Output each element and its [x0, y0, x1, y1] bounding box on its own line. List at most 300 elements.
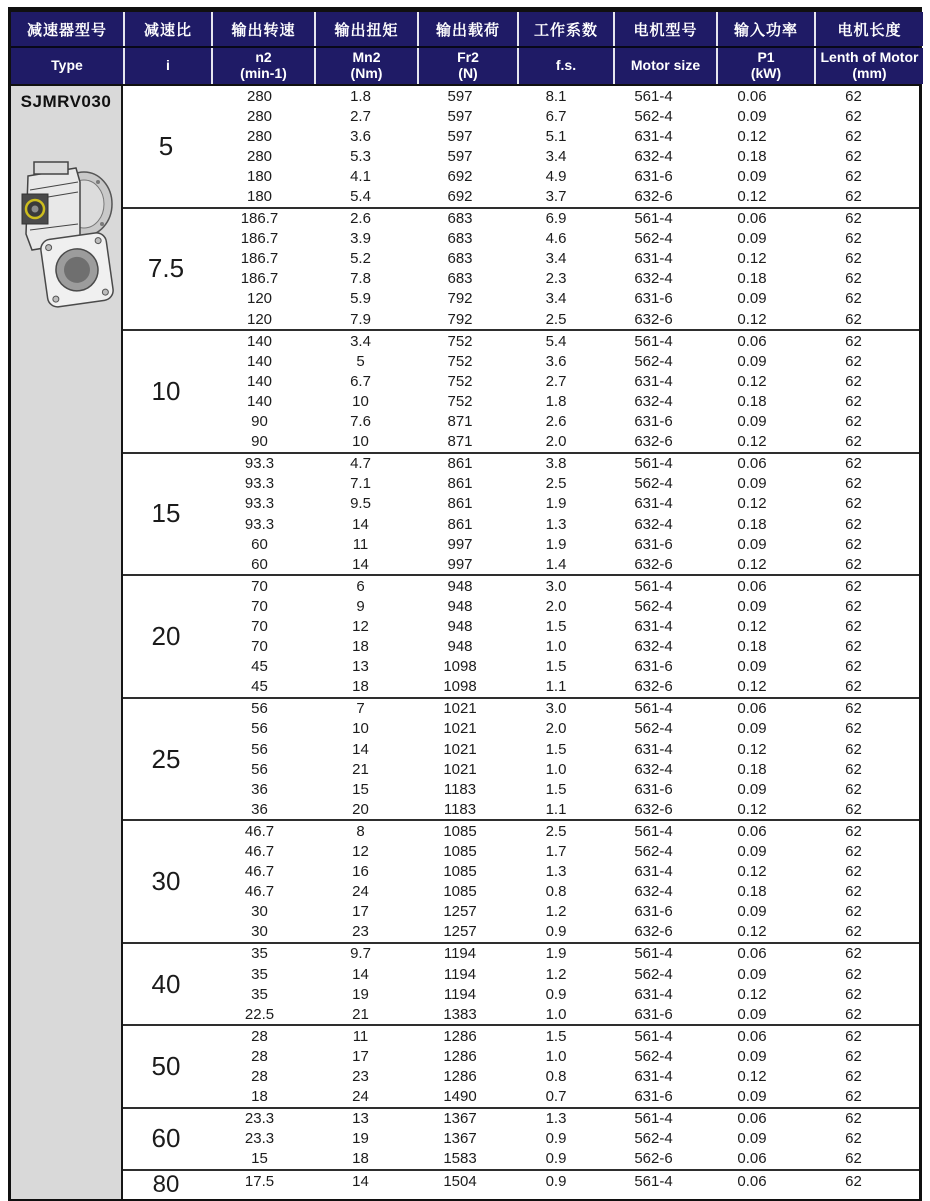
table-cell: 632-6	[634, 555, 673, 573]
table-cell: 0.09	[737, 1005, 767, 1023]
table-cell: 280	[246, 147, 273, 165]
table-cell: 2.0	[545, 597, 567, 615]
header-cell-en: Type	[11, 48, 123, 84]
table-cell: 683	[447, 270, 473, 288]
table-row	[209, 474, 919, 494]
table-cell: 62	[845, 310, 862, 328]
table-cell: 0.09	[737, 658, 767, 676]
table-row	[209, 86, 919, 106]
table-row	[209, 494, 919, 514]
table-cell: 1.7	[545, 843, 567, 861]
table-cell: 631-6	[634, 1005, 673, 1023]
table-cell: 3.7	[545, 188, 567, 206]
table-cell: 9	[356, 597, 365, 615]
group-rows	[209, 209, 919, 330]
table-cell: 7.6	[350, 413, 371, 431]
table-row	[209, 739, 919, 759]
table-cell: 6.7	[545, 107, 567, 125]
table-cell: 0.06	[737, 455, 767, 473]
table-cell: 140	[246, 352, 273, 370]
table-cell: 3.9	[350, 230, 371, 248]
table-row	[209, 1046, 919, 1066]
table-cell: 62	[845, 455, 862, 473]
table-cell: 561-4	[634, 1172, 673, 1190]
table-cell: 62	[845, 945, 862, 963]
table-cell: 28	[251, 1027, 268, 1045]
table-row	[209, 984, 919, 1004]
table-cell: 280	[246, 107, 273, 125]
ratio-group	[123, 1024, 919, 1106]
table-row	[209, 412, 919, 432]
table-cell: 0.9	[545, 1130, 567, 1148]
table-cell: 997	[447, 555, 473, 573]
table-cell: 14	[352, 1172, 369, 1190]
table-cell: 5.4	[545, 332, 567, 350]
table-row	[209, 126, 919, 146]
group-rows	[209, 699, 919, 820]
table-cell: 62	[845, 1005, 862, 1023]
table-cell: 62	[845, 843, 862, 861]
table-row	[209, 229, 919, 249]
table-cell: 1.8	[350, 87, 371, 105]
table-cell: 8	[356, 822, 365, 840]
ratio-value: 15	[151, 498, 181, 529]
table-cell: 62	[845, 372, 862, 390]
header-cell-zh: 输出扭矩	[316, 12, 417, 46]
table-cell: 0.06	[737, 87, 767, 105]
table-cell: 632-4	[634, 515, 673, 533]
table-cell: 561-4	[634, 577, 673, 595]
table-cell: 632-4	[634, 760, 673, 778]
table-row	[209, 1087, 919, 1107]
table-cell: 0.8	[545, 883, 567, 901]
table-cell: 2.6	[545, 413, 567, 431]
header-cell-en: Motor size	[615, 48, 716, 84]
table-cell: 632-6	[634, 923, 673, 941]
table-cell: 861	[447, 495, 473, 513]
table-cell: 35	[251, 965, 268, 983]
table-cell: 62	[845, 250, 862, 268]
table-cell: 948	[447, 597, 473, 615]
table-row	[209, 1109, 919, 1129]
table-cell: 0.12	[737, 127, 767, 145]
table-row	[209, 166, 919, 186]
table-cell: 562-4	[634, 1130, 673, 1148]
table-cell: 0.09	[737, 903, 767, 921]
table-cell: 62	[845, 923, 862, 941]
table-cell: 9.7	[350, 945, 371, 963]
ratio-value: 80	[152, 1170, 180, 1198]
table-row	[209, 699, 919, 719]
table-cell: 62	[845, 863, 862, 881]
header-cell-zh: 电机型号	[615, 12, 716, 46]
table-cell: 3.8	[545, 455, 567, 473]
table-cell: 62	[845, 678, 862, 696]
header-cell-zh: 减速比	[125, 12, 211, 46]
table-cell: 62	[845, 658, 862, 676]
table-row	[209, 1171, 919, 1191]
ratio-value: 20	[151, 621, 181, 652]
table-cell: 1.3	[545, 1110, 567, 1128]
table-cell: 0.12	[737, 555, 767, 573]
table-row	[209, 331, 919, 351]
table-cell: 861	[447, 475, 473, 493]
table-cell: 62	[845, 1027, 862, 1045]
table-cell: 631-4	[634, 250, 673, 268]
table-cell: 0.7	[545, 1088, 567, 1106]
table-cell: 631-4	[634, 372, 673, 390]
table-cell: 1.5	[545, 740, 567, 758]
table-cell: 62	[845, 577, 862, 595]
table-cell: 1.5	[545, 658, 567, 676]
header-cell-en: i	[125, 48, 211, 84]
table-cell: 997	[447, 535, 473, 553]
table-cell: 62	[845, 167, 862, 185]
table-cell: 8.1	[545, 87, 567, 105]
ratio-value: 40	[151, 968, 181, 999]
table-cell: 62	[845, 740, 862, 758]
table-cell: 62	[845, 617, 862, 635]
ratio-value: 50	[151, 1051, 181, 1081]
table-cell: 280	[246, 127, 273, 145]
table-cell: 6.9	[545, 210, 567, 228]
table-cell: 5.2	[350, 250, 371, 268]
table-cell: 0.12	[737, 310, 767, 328]
header-cell-zh: 输入功率	[718, 12, 814, 46]
table-cell: 0.9	[545, 923, 567, 941]
table-cell: 62	[845, 1130, 862, 1148]
table-cell: 280	[246, 87, 273, 105]
table-cell: 0.09	[737, 413, 767, 431]
table-cell: 14	[352, 740, 369, 758]
table-cell: 0.09	[737, 597, 767, 615]
table-cell: 0.12	[737, 740, 767, 758]
group-rows	[209, 86, 919, 207]
table-cell: 3.0	[545, 700, 567, 718]
table-cell: 792	[447, 310, 473, 328]
table-cell: 2.7	[545, 372, 567, 390]
table-cell: 0.18	[737, 147, 767, 165]
table-cell: 692	[447, 188, 473, 206]
table-cell: 3.4	[545, 290, 567, 308]
table-cell: 948	[447, 638, 473, 656]
header-cell-en: f.s.	[519, 48, 613, 84]
table-cell: 597	[447, 87, 473, 105]
header-cell-en: Lenth of Motor (mm)	[816, 48, 923, 84]
ratio-value: 60	[151, 1123, 181, 1154]
table-cell: 62	[845, 392, 862, 410]
table-cell: 3.6	[350, 127, 371, 145]
table-cell: 1367	[443, 1110, 477, 1128]
table-cell: 1.9	[545, 535, 567, 553]
table-cell: 683	[447, 210, 473, 228]
ratio-value: 25	[151, 743, 181, 774]
table-cell: 2.5	[545, 310, 567, 328]
table-cell: 186.7	[240, 210, 279, 228]
table-cell: 15	[251, 1150, 268, 1168]
table-cell: 632-4	[634, 147, 673, 165]
table-row	[209, 1149, 919, 1169]
table-cell: 561-4	[634, 210, 673, 228]
table-cell: 0.09	[737, 352, 767, 370]
ratio-value: 7.5	[147, 253, 185, 284]
ratio-group	[123, 819, 919, 942]
table-row	[209, 841, 919, 861]
table-cell: 180	[246, 188, 273, 206]
table-cell: 62	[845, 1068, 862, 1086]
table-cell: 120	[246, 290, 273, 308]
table-row	[209, 759, 919, 779]
table-cell: 90	[251, 413, 268, 431]
table-row	[209, 514, 919, 534]
table-row	[209, 186, 919, 206]
header-cell-zh: 输出载荷	[419, 12, 517, 46]
table-cell: 4.6	[545, 230, 567, 248]
ratio-value: 5	[158, 130, 174, 161]
table-row	[209, 882, 919, 902]
table-cell: 1257	[443, 903, 477, 921]
table-cell: 62	[845, 800, 862, 818]
table-cell: 2.0	[545, 720, 567, 738]
table-cell: 36	[251, 800, 268, 818]
table-cell: 62	[845, 230, 862, 248]
header-cell-en: Fr2 (N)	[419, 48, 517, 84]
table-cell: 62	[845, 107, 862, 125]
group-rows	[209, 454, 919, 575]
ratio-group	[123, 329, 919, 452]
table-cell: 861	[447, 515, 473, 533]
table-cell: 62	[845, 883, 862, 901]
table-cell: 0.09	[737, 720, 767, 738]
table-cell: 62	[845, 638, 862, 656]
table-row	[209, 554, 919, 574]
header-cell-en: n2 (min-1)	[213, 48, 314, 84]
table-cell: 13	[352, 1110, 369, 1128]
ratio-value: 10	[151, 375, 181, 406]
table-row	[209, 432, 919, 452]
table-cell: 561-4	[634, 1110, 673, 1128]
group-rows	[209, 944, 919, 1024]
table-row	[209, 209, 919, 229]
ratio-value: 30	[151, 866, 181, 897]
table-cell: 692	[447, 167, 473, 185]
table-cell: 70	[251, 617, 268, 635]
table-cell: 14	[352, 965, 369, 983]
table-cell: 62	[845, 720, 862, 738]
table-row	[209, 799, 919, 819]
table-cell: 752	[447, 352, 473, 370]
table-row	[209, 862, 919, 882]
table-cell: 0.12	[737, 372, 767, 390]
header-cell-zh: 减速器型号	[11, 12, 123, 46]
table-cell: 0.18	[737, 883, 767, 901]
table-cell: 62	[845, 495, 862, 513]
table-cell: 632-6	[634, 678, 673, 696]
table-cell: 7.1	[350, 475, 371, 493]
table-cell: 30	[251, 903, 268, 921]
table-cell: 1194	[443, 945, 477, 963]
table-cell: 90	[251, 433, 268, 451]
table-row	[209, 1004, 919, 1024]
table-cell: 2.5	[545, 822, 567, 840]
table-cell: 0.09	[737, 535, 767, 553]
table-cell: 632-6	[634, 188, 673, 206]
table-cell: 0.12	[737, 617, 767, 635]
table-cell: 631-4	[634, 495, 673, 513]
table-cell: 1.9	[545, 495, 567, 513]
table-cell: 0.06	[737, 945, 767, 963]
table-cell: 561-4	[634, 87, 673, 105]
table-row	[209, 269, 919, 289]
table-cell: 631-4	[634, 863, 673, 881]
table-cell: 62	[845, 475, 862, 493]
table-cell: 23.3	[244, 1110, 275, 1128]
table-cell: 93.3	[244, 515, 275, 533]
table-cell: 2.0	[545, 433, 567, 451]
table-cell: 1.5	[545, 617, 567, 635]
table-cell: 683	[447, 250, 473, 268]
table-cell: 22.5	[244, 1005, 275, 1023]
header-row-en	[11, 48, 919, 84]
table-cell: 0.06	[737, 210, 767, 228]
table-cell: 15	[352, 780, 369, 798]
table-cell: 632-6	[634, 433, 673, 451]
table-cell: 0.09	[737, 965, 767, 983]
table-cell: 13	[352, 658, 369, 676]
header-cell-zh: 电机长度	[816, 12, 923, 46]
table-row	[209, 922, 919, 942]
table-cell: 1.2	[545, 903, 567, 921]
table-cell: 17.5	[244, 1172, 275, 1190]
table-cell: 1021	[443, 700, 477, 718]
table-cell: 0.09	[737, 230, 767, 248]
table-cell: 1085	[443, 822, 477, 840]
table-cell: 10	[352, 433, 369, 451]
table-cell: 186.7	[240, 250, 279, 268]
gearbox-illustration	[14, 138, 118, 343]
table-cell: 1257	[443, 923, 477, 941]
table-cell: 62	[845, 1047, 862, 1065]
table-row	[209, 289, 919, 309]
table-cell: 5.1	[545, 127, 567, 145]
table-cell: 18	[251, 1088, 268, 1106]
table-row	[209, 106, 919, 126]
table-header	[11, 12, 919, 84]
table-cell: 562-4	[634, 475, 673, 493]
table-cell: 14	[352, 555, 369, 573]
table-cell: 0.09	[737, 843, 767, 861]
table-cell: 93.3	[244, 455, 275, 473]
ratio-group	[123, 697, 919, 820]
table-cell: 11	[352, 1027, 369, 1045]
table-cell: 597	[447, 147, 473, 165]
table-cell: 62	[845, 965, 862, 983]
table-row	[209, 821, 919, 841]
table-cell: 70	[251, 577, 268, 595]
table-cell: 7.8	[350, 270, 371, 288]
table-cell: 62	[845, 1172, 862, 1190]
table-cell: 4.9	[545, 167, 567, 185]
header-cell-zh: 工作系数	[519, 12, 613, 46]
table-cell: 186.7	[240, 270, 279, 288]
table-cell: 1.2	[545, 965, 567, 983]
table-cell: 1.0	[545, 760, 567, 778]
table-cell: 1098	[443, 658, 477, 676]
table-cell: 5	[356, 352, 365, 370]
table-cell: 1.9	[545, 945, 567, 963]
table-cell: 60	[251, 535, 268, 553]
table-cell: 631-4	[634, 740, 673, 758]
table-cell: 62	[845, 822, 862, 840]
table-cell: 1286	[443, 1047, 477, 1065]
model-column	[11, 86, 123, 1199]
table-cell: 561-4	[634, 1027, 673, 1045]
table-cell: 62	[845, 760, 862, 778]
table-cell: 16	[352, 863, 369, 881]
table-cell: 10	[352, 392, 369, 410]
table-cell: 631-6	[634, 290, 673, 308]
table-cell: 861	[447, 455, 473, 473]
table-cell: 871	[447, 433, 473, 451]
table-cell: 1183	[443, 800, 477, 818]
table-cell: 62	[845, 700, 862, 718]
table-cell: 10	[352, 720, 369, 738]
table-cell: 0.12	[737, 923, 767, 941]
table-cell: 46.7	[244, 843, 275, 861]
table-cell: 792	[447, 290, 473, 308]
table-cell: 1.0	[545, 638, 567, 656]
table-cell: 21	[352, 1005, 369, 1023]
table-cell: 20	[352, 800, 369, 818]
table-cell: 35	[251, 985, 268, 1003]
table-cell: 3.4	[545, 147, 567, 165]
table-cell: 28	[251, 1047, 268, 1065]
header-row-zh	[11, 12, 919, 46]
table-row	[209, 1026, 919, 1046]
table-cell: 7	[356, 700, 365, 718]
table-cell: 0.9	[545, 1150, 567, 1168]
table-cell: 6.7	[350, 372, 371, 390]
table-cell: 0.18	[737, 270, 767, 288]
table-cell: 0.06	[737, 1172, 767, 1190]
table-row	[209, 902, 919, 922]
table-cell: 24	[352, 1088, 369, 1106]
table-cell: 7.9	[350, 310, 371, 328]
table-cell: 3.4	[545, 250, 567, 268]
table-cell: 62	[845, 1150, 862, 1168]
table-cell: 70	[251, 597, 268, 615]
table-cell: 0.9	[545, 1172, 567, 1190]
table-cell: 2.3	[545, 270, 567, 288]
table-cell: 631-6	[634, 413, 673, 431]
table-cell: 1.0	[545, 1005, 567, 1023]
table-cell: 62	[845, 413, 862, 431]
table-cell: 0.06	[737, 700, 767, 718]
table-cell: 631-6	[634, 780, 673, 798]
table-cell: 70	[251, 638, 268, 656]
table-row	[209, 576, 919, 596]
table-cell: 561-4	[634, 822, 673, 840]
table-cell: 62	[845, 433, 862, 451]
table-row	[209, 677, 919, 697]
table-cell: 4.1	[350, 167, 371, 185]
table-cell: 631-4	[634, 127, 673, 145]
table-cell: 632-4	[634, 392, 673, 410]
ratio-group	[123, 207, 919, 330]
table-cell: 631-6	[634, 903, 673, 921]
table-cell: 56	[251, 720, 268, 738]
table-body	[11, 84, 919, 1199]
